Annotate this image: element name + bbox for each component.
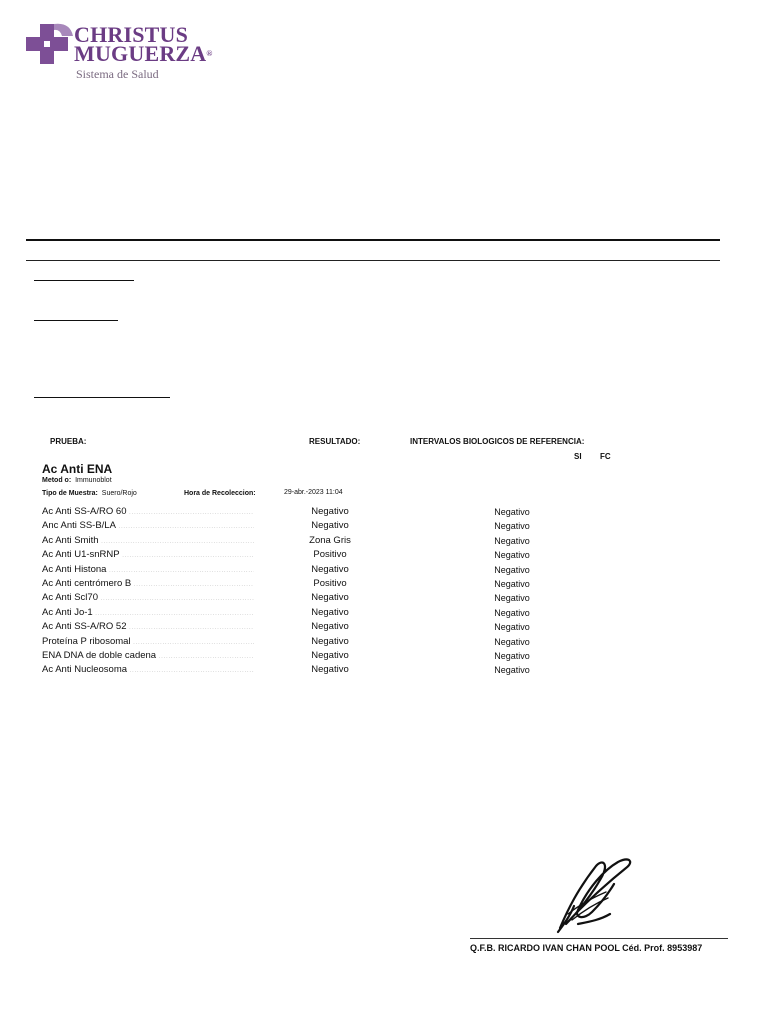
column-header-si: SI <box>574 452 582 461</box>
cross-logo-icon <box>26 22 74 66</box>
test-name: Ac Anti centrómero B ..... <box>42 577 254 592</box>
brand-name-line2: MUGUERZA® <box>74 41 213 66</box>
column-header-prueba: PRUEBA: <box>50 437 87 446</box>
brand-tagline: Sistema de Salud <box>76 67 159 81</box>
test-result: Negativo <box>311 621 349 633</box>
sample-type-value: Suero/Rojo <box>101 490 137 497</box>
test-result: Negativo <box>311 563 349 575</box>
underline-field-2 <box>34 320 118 321</box>
trademark-symbol: ® <box>206 49 213 58</box>
column-header-fc: FC <box>600 452 611 461</box>
test-result: Zona Gris <box>309 534 351 546</box>
table-row <box>42 505 562 519</box>
method-line <box>42 477 112 484</box>
test-result: Negativo <box>311 606 349 618</box>
test-name: Proteína P ribosomal ..... <box>42 635 254 650</box>
column-header-intervalos: INTERVALOS BIOLOGICOS DE REFERENCIA: <box>410 437 585 446</box>
sample-type-label: Tipo de Muestra: <box>42 490 98 497</box>
method-value: Immunoblot <box>75 477 112 484</box>
test-result: Negativo <box>311 664 349 676</box>
test-name: Ac Anti SS-A/RO 60 ..... <box>42 505 254 520</box>
table-row <box>42 606 562 620</box>
reference-interval: Negativo <box>494 636 530 647</box>
table-row <box>42 534 562 548</box>
test-name: Ac Anti Scl70 ..... <box>42 591 254 606</box>
test-result: Positivo <box>313 577 347 589</box>
test-name: Ac Anti Smith ..... <box>42 534 254 549</box>
sample-type-line <box>42 490 137 497</box>
test-result: Positivo <box>313 549 347 561</box>
test-name: Anc Anti SS-B/LA ..... <box>42 519 254 534</box>
underline-field-3 <box>34 397 170 398</box>
test-name: Ac Anti SS-A/RO 52 ..... <box>42 620 254 635</box>
results-table <box>42 505 562 678</box>
reference-interval: Negativo <box>494 507 530 517</box>
header-divider-thin <box>26 260 720 261</box>
signatory-name: Q.F.B. RICARDO IVAN CHAN POOL Céd. Prof. 8953987 <box>470 943 703 953</box>
christus-muguerza-logo <box>26 22 216 84</box>
reference-interval: Negativo <box>494 535 530 546</box>
method-label: Metod o: <box>42 477 72 484</box>
test-result: Negativo <box>311 635 349 647</box>
column-header-resultado: RESULTADO: <box>309 437 361 446</box>
handwritten-signature <box>548 854 638 936</box>
reference-interval: Negativo <box>494 521 530 532</box>
reference-interval: Negativo <box>494 650 530 661</box>
table-row <box>42 620 562 634</box>
reference-interval: Negativo <box>494 665 530 676</box>
table-row <box>42 663 562 677</box>
test-result: Negativo <box>311 520 349 532</box>
table-row <box>42 548 562 562</box>
header-divider-thick <box>26 239 720 241</box>
section-title: Ac Anti ENA <box>42 462 113 476</box>
collection-time-label: Hora de Recoleccion: <box>184 490 256 497</box>
table-row <box>42 591 562 605</box>
table-row <box>42 649 562 663</box>
test-result: Negativo <box>311 592 349 604</box>
brand-name-line1: CHRISTUS <box>74 22 189 47</box>
test-result: Negativo <box>311 649 349 661</box>
reference-interval: Negativo <box>494 607 530 618</box>
underline-field-1 <box>34 280 134 281</box>
signature-line <box>470 938 728 939</box>
collection-time-value: 29-abr.-2023 11:04 <box>284 489 343 496</box>
table-row <box>42 563 562 577</box>
table-row <box>42 577 562 591</box>
reference-interval: Negativo <box>494 564 530 575</box>
reference-interval: Negativo <box>494 622 530 633</box>
test-result: Negativo <box>311 506 349 517</box>
test-name: Ac Anti Jo-1 ..... <box>42 606 254 621</box>
test-name: Ac Anti Histona ..... <box>42 563 254 578</box>
test-name: Ac Anti Nucleosoma ..... <box>42 663 254 678</box>
table-row <box>42 635 562 649</box>
test-name: Ac Anti U1-snRNP ..... <box>42 548 254 563</box>
table-row <box>42 519 562 533</box>
reference-interval: Negativo <box>494 550 530 561</box>
reference-interval: Negativo <box>494 593 530 604</box>
test-name: ENA DNA de doble cadena ..... <box>42 649 254 664</box>
reference-interval: Negativo <box>494 578 530 589</box>
